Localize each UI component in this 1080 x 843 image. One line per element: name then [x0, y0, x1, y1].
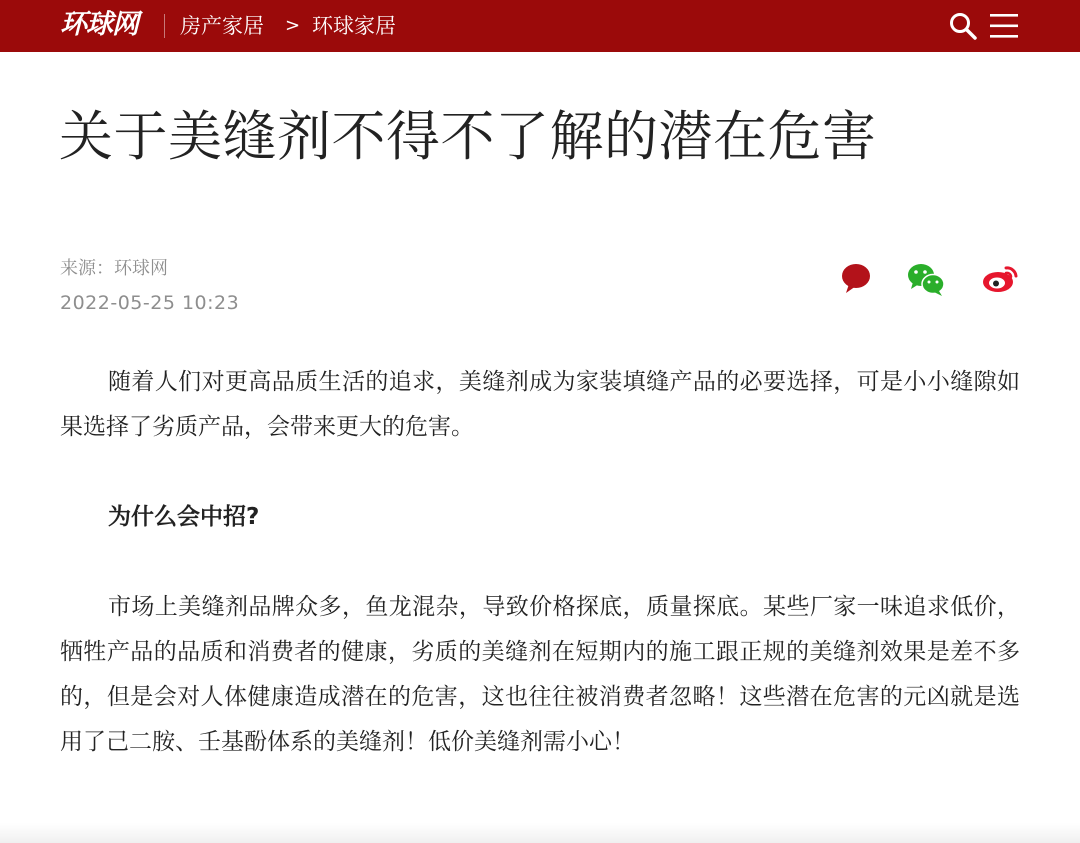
article-body — [60, 360, 1020, 765]
bottom-fade — [0, 823, 1080, 843]
weibo-icon[interactable] — [982, 262, 1020, 298]
breadcrumb-separator: > — [285, 15, 301, 36]
menu-icon[interactable] — [990, 13, 1018, 43]
search-icon[interactable] — [948, 11, 978, 45]
site-logo[interactable]: 环球网 — [60, 9, 138, 40]
top-navigation-bar — [0, 0, 1080, 52]
article-title: 关于美缝剂不得不了解的潜在危害 — [59, 105, 877, 168]
logo-divider — [164, 14, 165, 38]
article-source: 来源：环球网 — [60, 258, 168, 279]
comment-icon[interactable] — [839, 262, 873, 298]
article-paragraph: 市场上美缝剂品牌众多，鱼龙混杂，导致价格探底，质量探底。某些厂家一味追求低价，牺牲产品的品质和消费者的健康，劣质的美缝剂在短期内的施工跟正规的美缝剂效果是差不多的，但是会对人体健康造成潜在的危害，这也往往被消费者忽略！这些潜在危害的元凶就是选用了己二胺、壬基酚体系的美缝剂！低价美缝剂需小心！ — [60, 594, 1020, 755]
article-subheading: 为什么会中招? — [108, 504, 260, 530]
breadcrumb-channel[interactable]: 环球家居 — [312, 14, 396, 38]
breadcrumb-category[interactable]: 房产家居 — [180, 14, 264, 38]
article-paragraph: 随着人们对更高品质生活的追求，美缝剂成为家装填缝产品的必要选择，可是小小缝隙如果选择了劣质产品，会带来更大的危害。 — [60, 369, 1020, 440]
article-datetime: 2022-05-25 10:23 — [60, 292, 240, 314]
wechat-icon[interactable] — [906, 262, 946, 300]
